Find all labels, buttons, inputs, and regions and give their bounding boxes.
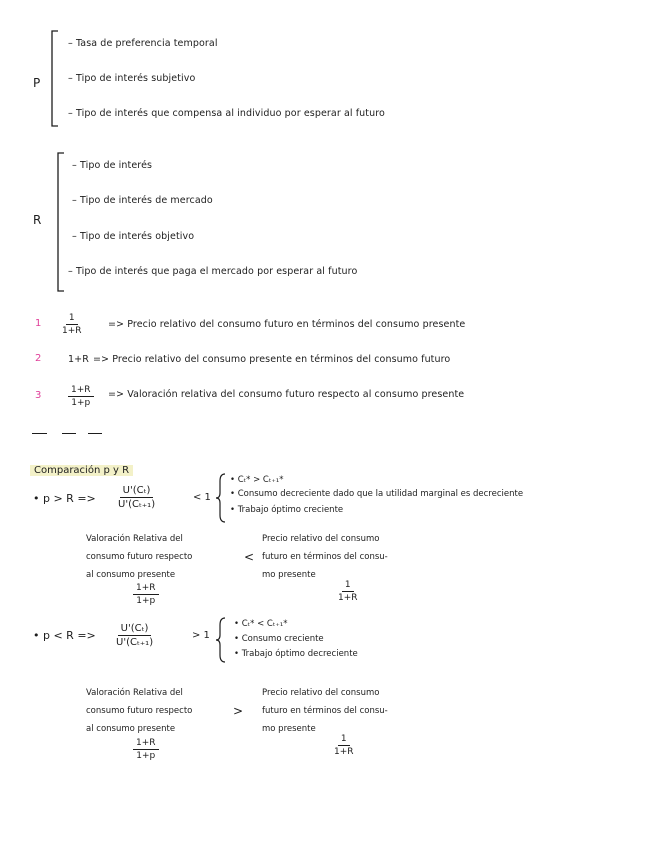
case1-left-fraction-denominator: 1+p: [136, 596, 156, 606]
symbol-r: R: [33, 213, 42, 227]
case1-brace: [214, 473, 228, 523]
p-item-1: – Tasa de preferencia temporal: [68, 38, 218, 49]
case2-right-description: [262, 684, 388, 738]
expression-2: 1+R: [68, 354, 89, 365]
case1-left-fraction: [133, 583, 159, 606]
case1-left-description: [86, 530, 192, 584]
case2-compare-sign: >: [233, 704, 244, 718]
statement-2: => Precio relativo del consumo presente en términos del consumo futuro: [93, 354, 451, 365]
case2-condition-2: • Consumo creciente: [234, 634, 324, 644]
case2-fraction-numerator: U'(Cₜ): [118, 623, 152, 636]
case1-fraction-denominator: U'(Cₜ₊₁): [118, 499, 156, 510]
case1-condition-2: • Consumo decreciente dado que la utilidad marginal es decreciente: [230, 489, 524, 499]
case2-bullet: • p < R =>: [33, 629, 96, 642]
separator-dash-1: [32, 433, 47, 434]
fraction-3-numerator: 1+R: [68, 385, 94, 397]
case1-right-line-1: Precio relativo del consumo: [262, 534, 380, 544]
case2-left-fraction-denominator: 1+p: [136, 751, 156, 761]
p-item-2: – Tipo de interés subjetivo: [68, 73, 196, 84]
fraction-3: [68, 385, 94, 408]
case1-fraction: [118, 485, 155, 510]
case1-right-line-2: futuro en términos del consu-: [262, 552, 388, 562]
case1-fraction-numerator: U'(Cₜ): [120, 485, 154, 498]
case1-condition-3: • Trabajo óptimo creciente: [230, 505, 344, 515]
case2-condition-1: • Cₜ* < Cₜ₊₁*: [234, 619, 288, 629]
case2-left-fraction: [133, 738, 159, 761]
fraction-3-denominator: 1+p: [71, 398, 91, 408]
p-item-3: – Tipo de interés que compensa al individuo por esperar al futuro: [68, 108, 385, 119]
case1-left-fraction-numerator: 1+R: [133, 583, 159, 595]
case2-right-line-2: futuro en términos del consu-: [262, 706, 388, 716]
case2-right-fraction: [334, 734, 354, 757]
case2-brace: [214, 617, 228, 663]
case1-right-fraction-denominator: 1+R: [338, 593, 358, 603]
case2-left-description: [86, 684, 192, 738]
separator-dash-3: [88, 433, 102, 434]
r-item-1: – Tipo de interés: [72, 160, 153, 171]
case2-left-line-3: al consumo presente: [86, 724, 176, 734]
case2-relation: > 1: [192, 630, 210, 641]
case1-right-line-3: mo presente: [262, 570, 316, 580]
number-3: 3: [35, 390, 42, 401]
r-item-3: – Tipo de interés objetivo: [72, 231, 195, 242]
case1-left-line-3: al consumo presente: [86, 570, 176, 580]
case1-left-line-2: consumo futuro respecto: [86, 552, 193, 562]
fraction-1-numerator: 1: [66, 313, 78, 325]
case2-condition-3: • Trabajo óptimo decreciente: [234, 649, 358, 659]
case2-right-line-1: Precio relativo del consumo: [262, 688, 380, 698]
left-bracket-r: [54, 152, 66, 294]
case1-relation: < 1: [193, 492, 211, 503]
fraction-1: [62, 313, 82, 336]
case2-left-fraction-numerator: 1+R: [133, 738, 159, 750]
number-2: 2: [35, 353, 42, 364]
comparison-heading: [30, 458, 133, 477]
case2-fraction: [116, 623, 153, 648]
case1-bullet: • p > R =>: [33, 492, 96, 505]
separator-dash-2: [62, 433, 76, 434]
r-item-4: – Tipo de interés que paga el mercado por esperar al futuro: [68, 266, 358, 277]
case2-right-fraction-denominator: 1+R: [334, 747, 354, 757]
number-1: 1: [35, 318, 42, 329]
statement-3: => Valoración relativa del consumo futuro respecto al consumo presente: [108, 389, 465, 400]
case1-compare-sign: <: [244, 550, 255, 564]
case2-fraction-denominator: U'(Cₜ₊₁): [116, 637, 154, 648]
case1-right-fraction-numerator: 1: [342, 580, 354, 592]
statement-1: => Precio relativo del consumo futuro en términos del consumo presente: [108, 319, 466, 330]
case1-right-fraction: [338, 580, 358, 603]
case1-right-description: [262, 530, 388, 584]
case2-left-line-2: consumo futuro respecto: [86, 706, 193, 716]
fraction-1-denominator: 1+R: [62, 326, 82, 336]
comparison-heading-text: Comparación p y R: [30, 465, 133, 476]
left-bracket-p: [48, 30, 60, 128]
case1-left-line-1: Valoración Relativa del: [86, 534, 183, 544]
case2-left-line-1: Valoración Relativa del: [86, 688, 183, 698]
r-item-2: – Tipo de interés de mercado: [72, 195, 213, 206]
symbol-p: P: [33, 76, 41, 90]
case2-right-fraction-numerator: 1: [338, 734, 350, 746]
case2-right-line-3: mo presente: [262, 724, 316, 734]
case1-condition-1: • Cₜ* > Cₜ₊₁*: [230, 475, 284, 485]
